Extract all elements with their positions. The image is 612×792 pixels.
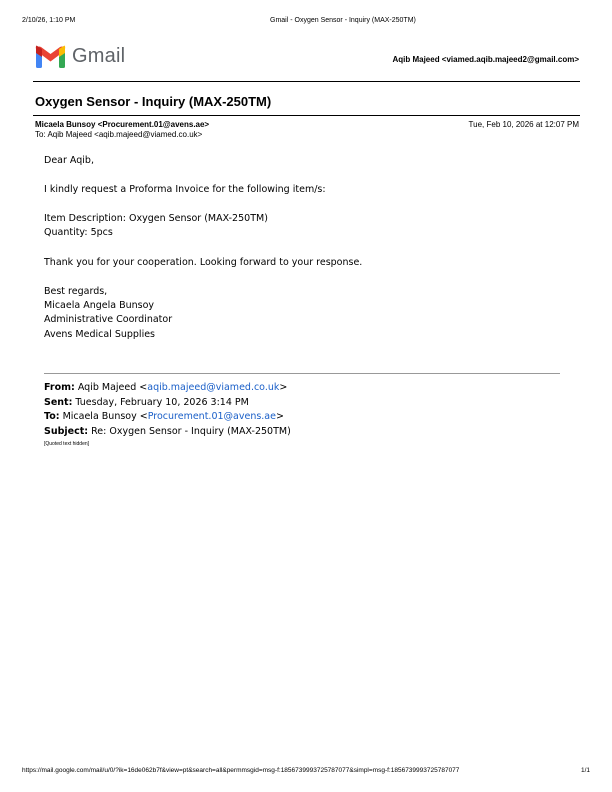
quoted-from-end: > — [279, 382, 288, 393]
quoted-from-name: Aqib Majeed < — [77, 382, 148, 393]
quoted-to-end: > — [275, 411, 284, 422]
closing: Best regards, — [44, 286, 108, 297]
quoted-sent-value: Tuesday, February 10, 2026 3:14 PM — [75, 397, 249, 408]
signature-title: Administrative Coordinator — [44, 314, 173, 325]
print-title: Gmail - Oxygen Sensor - Inquiry (MAX-250TM) — [270, 17, 416, 24]
quoted-from-email-link[interactable]: aqib.majeed@viamed.co.uk — [147, 382, 280, 393]
quoted-text-hidden[interactable]: [Quoted text hidden] — [44, 441, 90, 447]
quoted-subject-label: Subject: — [44, 426, 89, 437]
gmail-wordmark: Gmail — [72, 45, 126, 67]
header-divider — [33, 81, 580, 82]
quoted-subject — [44, 425, 291, 440]
account-email: Aqib Majeed <viamed.aqib.majeed2@gmail.com> — [392, 55, 579, 64]
quoted-to-label: To: — [44, 411, 60, 422]
quote-divider — [44, 373, 560, 374]
quoted-sent — [44, 396, 249, 411]
quoted-from — [44, 381, 287, 396]
quoted-to — [44, 410, 284, 425]
subject-divider — [33, 115, 580, 116]
signature-company: Avens Medical Supplies — [44, 329, 155, 340]
signature-name: Micaela Angela Bunsoy — [44, 300, 155, 311]
message-date: Tue, Feb 10, 2026 at 12:07 PM — [468, 120, 579, 129]
quoted-sent-label: Sent: — [44, 397, 73, 408]
quoted-subject-value: Re: Oxygen Sensor - Inquiry (MAX-250TM) — [91, 426, 291, 437]
request-line: I kindly request a Proforma Invoice for the following item/s: — [44, 184, 326, 195]
gmail-logo-icon — [35, 45, 66, 69]
email-subject: Oxygen Sensor - Inquiry (MAX-250TM) — [35, 94, 272, 109]
print-datetime: 2/10/26, 1:10 PM — [22, 17, 76, 24]
page-number: 1/1 — [580, 767, 590, 774]
quoted-to-name: Micaela Bunsoy < — [62, 411, 148, 422]
quoted-from-label: From: — [44, 382, 75, 393]
thanks-line: Thank you for your cooperation. Looking forward to your response. — [44, 257, 363, 268]
quoted-to-email-link[interactable]: Procurement.01@avens.ae — [147, 411, 276, 422]
sender[interactable]: Micaela Bunsoy <Procurement.01@avens.ae> — [35, 120, 210, 129]
quantity: Quantity: 5pcs — [44, 227, 113, 238]
greeting: Dear Aqib, — [44, 155, 94, 166]
item-description: Item Description: Oxygen Sensor (MAX-250TM) — [44, 213, 268, 224]
recipient[interactable]: To: Aqib Majeed <aqib.majeed@viamed.co.uk> — [35, 130, 203, 139]
footer-url: https://mail.google.com/mail/u/0/?ik=16de062b7f&view=pt&search=all&permmsgid=msg-f:1856739993725787077&simpl=msg-f:1856739993725787077 — [22, 767, 460, 774]
